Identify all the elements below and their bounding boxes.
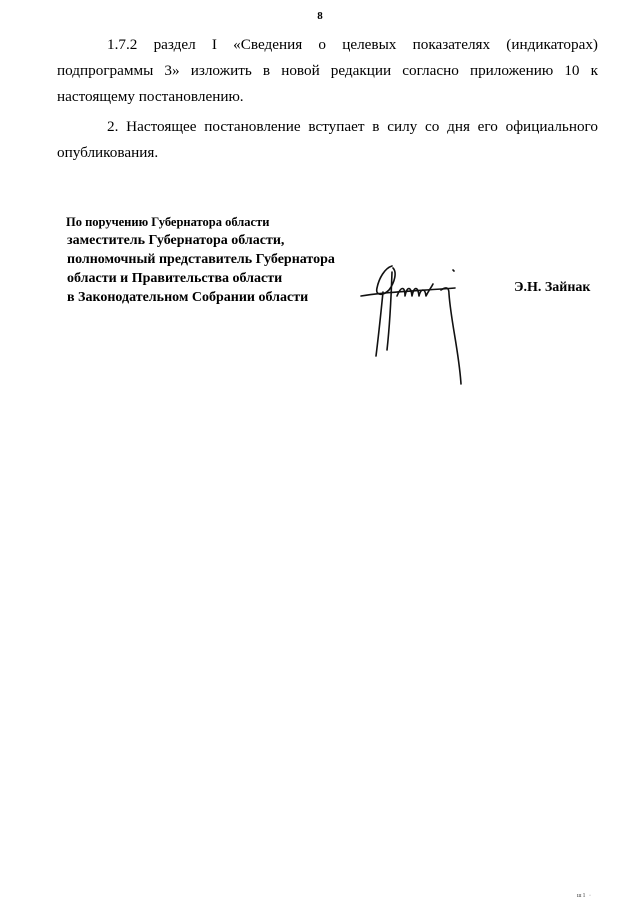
signature-intro: По поручению Губернатора области <box>66 215 270 229</box>
body-text <box>57 32 598 166</box>
page-number: 8 <box>317 10 323 22</box>
signer-position-line-1: заместитель Губернатора области, <box>67 233 285 248</box>
handwritten-signature <box>345 262 475 392</box>
signer-position-line-2: полномочный представитель Губернатора <box>67 252 335 267</box>
signer-name: Э.Н. Зайнак <box>514 280 591 295</box>
paragraph-2: 2. Настоящее постановление вступает в силу со дня его официального опубликования. <box>57 118 598 161</box>
signer-position-line-4: в Законодательном Собрании области <box>67 290 309 305</box>
footer-scan-mark: ш1 · <box>576 893 592 899</box>
paragraph-1: 1.7.2 раздел I «Сведения о целевых показателях (индикаторах) подпрограммы 3» изложить в новой редакции согласно приложению 10 к настоящему постановлению. <box>57 36 598 105</box>
signer-position-line-3: области и Правительства области <box>67 271 283 286</box>
